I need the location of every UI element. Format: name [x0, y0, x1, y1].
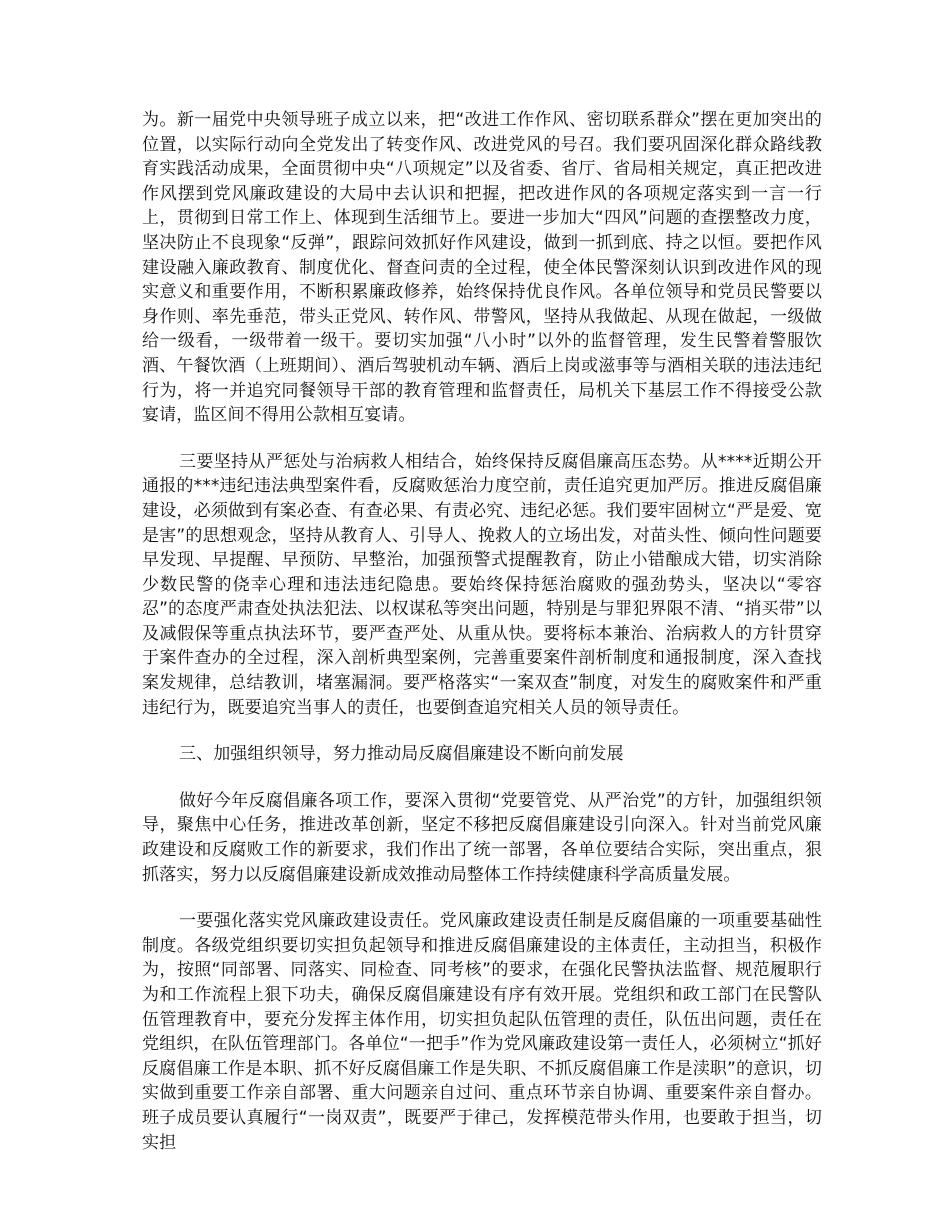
- paragraph-style-conduct: 为。新一届党中央领导班子成立以来，把“改进工作作风、密切联系群众”摆在更加突出的位置，以实际行动向全党发出了转变作风、改进党风的号召。我们要巩固深化群众路线教育实践活动成果，全面贯彻中央“八项规定”以及省委、省厅、省局相关规定，真正把改进作风摆到党风廉政建设的大局中去认识和把握，把改进作风的各项规定落实到一言一行上，贯彻到日常工作上、体现到生活细节上。要进一步加大“四风”问题的查摆整改力度，坚决防止不良现象“反弹”，跟踪问效抓好作风建设，做到一抓到底、持之以恒。要把作风建设融入廉政教育、制度优化、督查问责的全过程，使全体民警深刻认识到改进作风的现实意义和重要作用，不断积累廉政修养，始终保持优良作风。各单位领导和党员民警要以身作则、率先垂范，带头正党风、转作风、带警风，坚持从我做起、从现在做起，一级做给一级看，一级带着一级干。要切实加强“八小时”以外的监督管理，发生民警着警服饮酒、午餐饮酒（上班期间）、酒后驾驶机动车辆、酒后上岗或滋事等与酒相关联的违法违纪行为，将一并追究同餐领导干部的教育管理和监督责任，局机关下基层工作不得接受公款宴请，监区间不得用公款相互宴请。: [142, 110, 822, 426]
- paragraph-anti-corruption-tasks: 做好今年反腐倡廉各项工作，要深入贯彻“党要管党、从严治党”的方针，加强组织领导，聚焦中心任务，推进改革创新，坚定不移把反腐倡廉建设引向深入。针对当前党风廉政建设和反腐败工作的新要求，我们作出了统一部署，各单位要结合实际，突出重点，狠抓落实，努力以反腐倡廉建设新成效推动局整体工作持续健康科学高质量发展。: [142, 790, 822, 885]
- document-page: [142, 108, 822, 1155]
- paragraph-responsibility-system: 一要强化落实党风廉政建设责任。党风廉政建设责任制是反腐倡廉的一项重要基础性制度。各级党组织要切实担负起领导和推进反腐倡廉建设的主体责任，主动担当，积极作为，按照“同部署、同落实、同检查、同考核”的要求，在强化民警执法监督、规范履职行为和工作流程上狠下功夫，确保反腐倡廉建设有序有效开展。党组织和政工部门在民警队伍管理教育中，要充分发挥主体作用，切实担负起队伍管理的责任，队伍出问题，责任在党组织，在队伍管理部门。各单位“一把手”作为党风廉政建设第一责任人，必须树立“抓好反腐倡廉工作是本职、抓不好反腐倡廉工作是失职、不抓反腐倡廉工作是渎职”的意识，切实做到重要工作亲自部署、重大问题亲自过问、重点环节亲自协调、重要案件亲自督办。班子成员要认真履行“一岗双责”，既要严于律己，发挥模范带头作用，也要敢于担当，切实担: [142, 911, 822, 1153]
- section-heading-organizational-leadership: 三、加强组织领导，努力推动局反腐倡廉建设不断向前发展: [179, 744, 624, 765]
- paragraph-strict-punishment: 三要坚持从严惩处与治病救人相结合，始终保持反腐倡廉高压态势。从****近期公开通报的***违纪违法典型案件看，反腐败惩治力度空前，责任追究更加严厉。推进反腐倡廉建设，必须做到有案必查、有查必果、有责必究、违纪必惩。我们要牢固树立“严是爱、宽是害”的思想观念，坚持从教育人、引导人、挽救人的立场出发，对苗头性、倾向性问题要早发现、早提醒、早预防、早整治，加强预警式提醒教育，防止小错酿成大错，切实消除少数民警的侥幸心理和违法违纪隐患。要始终保持惩治腐败的强劲势头，坚决以“零容忍”的态度严肃查处执法犯法、以权谋私等突出问题，特别是与罪犯界限不清、“捎买带”以及减假保等重点执法环节，要严查严处、从重从快。要将标本兼治、治病救人的方针贯穿于案件查办的全过程，深入剖析典型案例，完善重要案件剖析制度和通报制度，深入查找案发规律，总结教训，堵塞漏洞。要严格落实“一案双查”制度，对发生的腐败案件和严重违纪行为，既要追究当事人的责任，也要倒查追究相关人员的领导责任。: [142, 451, 822, 718]
